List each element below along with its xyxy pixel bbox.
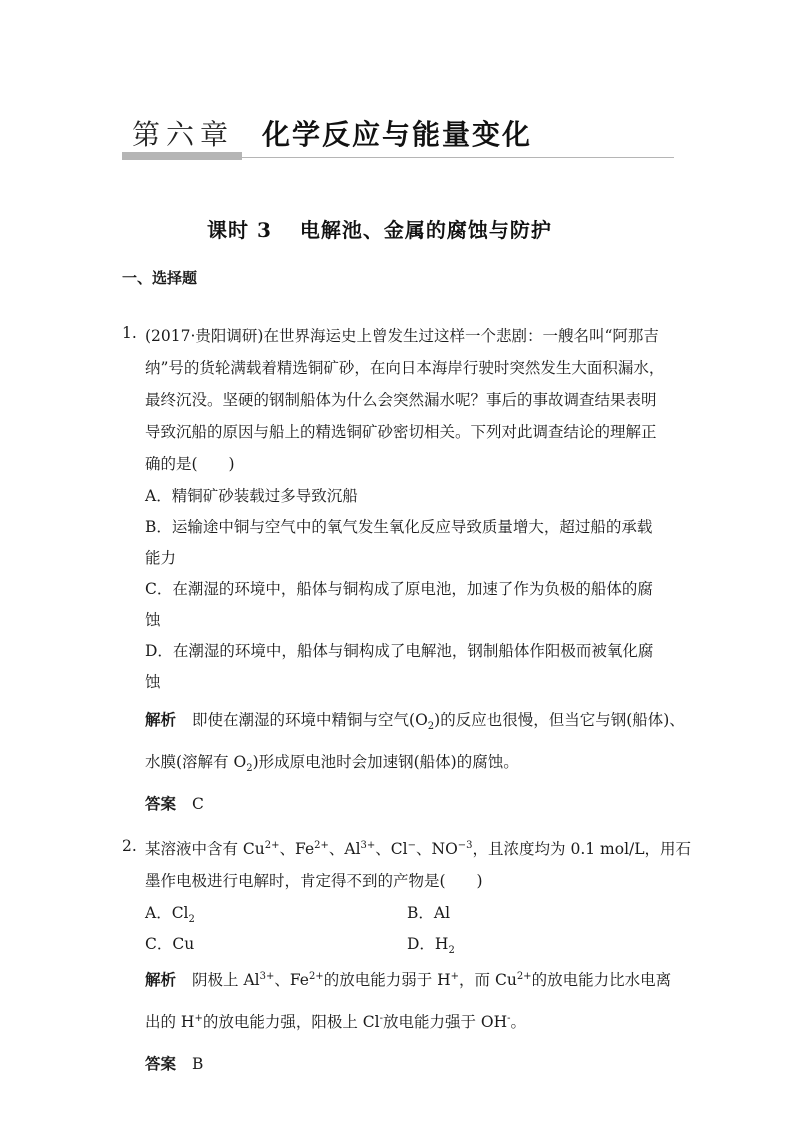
question-1-option-d-cont: 蚀 (145, 673, 161, 691)
question-1-option-c-cont: 蚀 (145, 611, 161, 629)
header-rule-thick (122, 152, 242, 160)
stem-text: 某溶液中含有 Cu (145, 840, 265, 858)
analysis-text: 出的 H (145, 1013, 195, 1031)
superscript: 2+ (308, 970, 324, 982)
superscript: + (450, 970, 460, 982)
analysis-text: )形成原电池时会加速钢(船体)的腐蚀。 (252, 753, 519, 771)
subscript: 2 (246, 763, 253, 775)
question-1-stem-line: 确的是( ) (145, 455, 235, 473)
analysis-text: 阴极上 Al (192, 971, 260, 989)
analysis-text: 。 (510, 1013, 527, 1031)
question-1-stem-line: 最终沉没。坚硬的钢制船体为什么会突然漏水呢？事后的事故调查结果表明 (145, 391, 657, 409)
header-rule-thin (242, 157, 674, 158)
question-1-option-b: B．运输途中铜与空气中的氧气发生氧化反应导致质量增大，超过船的承载 (145, 518, 653, 536)
question-1-stem-line: (2017·贵阳调研)在世界海运史上曾发生过这样一个悲剧：一艘名叫“阿那吉 (145, 327, 659, 345)
superscript: 2+ (516, 970, 532, 982)
question-1-number: 1. (122, 324, 137, 342)
answer-value: C (192, 795, 204, 813)
question-1-answer (145, 792, 204, 814)
analysis-text: 即使在潮湿的环境中精铜与空气(O (192, 711, 428, 729)
question-1-option-a: A．精铜矿砂装载过多导致沉船 (145, 487, 358, 505)
superscript: + (194, 1012, 203, 1024)
option-text: D．H (407, 935, 449, 953)
analysis-text: )的反应也很慢，但当它与钢(船体)、 (434, 711, 685, 729)
subscript: 2 (427, 721, 435, 733)
superscript: 2+ (314, 839, 329, 851)
analysis-label: 解析 (145, 971, 177, 989)
superscript: −3 (457, 839, 473, 851)
lesson-prefix: 课时 (207, 218, 249, 242)
stem-text: 、Al (328, 840, 361, 858)
stem-text: 、Fe (279, 840, 315, 858)
subscript: 2 (188, 914, 195, 926)
question-1-stem-line: 导致沉船的原因与船上的精选铜矿砂密切相关。下列对此调查结论的理解正 (145, 423, 657, 441)
stem-text: 、NO (416, 840, 458, 858)
question-2-answer (145, 1052, 203, 1074)
question-2-number: 2. (122, 837, 137, 855)
question-2-stem-line (145, 837, 691, 859)
question-1-option-b-cont: 能力 (145, 549, 177, 567)
question-1-option-c: C．在潮湿的环境中，船体与铜构成了原电池，加速了作为负极的船体的腐 (145, 580, 653, 598)
question-2-analysis (145, 968, 671, 990)
superscript: 3+ (259, 970, 275, 982)
lesson-title (207, 214, 552, 243)
question-1-analysis-line2 (145, 750, 519, 774)
superscript: - (379, 1012, 383, 1024)
question-1-analysis (145, 708, 685, 732)
question-2-stem-line: 墨作电极进行电解时，肯定得不到的产物是( ) (145, 872, 483, 890)
question-2-option-c: C．Cu (145, 935, 195, 953)
superscript: − (407, 839, 416, 851)
analysis-text: 水膜(溶解有 O (145, 753, 247, 771)
question-1-option-d: D．在潮湿的环境中，船体与铜构成了电解池，钢制船体作阳极而被氧化腐 (145, 642, 654, 660)
superscript: 3+ (360, 839, 376, 851)
chapter-title: 化学反应与能量变化 (262, 118, 533, 151)
question-1-stem-line: 纳”号的货轮满载着精选铜矿砂，在向日本海岸行驶时突然发生大面积漏水， (145, 359, 665, 377)
answer-label: 答案 (145, 1055, 177, 1073)
analysis-text: ，而 Cu (459, 971, 517, 989)
stem-text: 、Cl (375, 840, 408, 858)
analysis-text: 、Fe (274, 971, 309, 989)
analysis-text: 放电能力强于 OH (382, 1013, 508, 1031)
analysis-text: 的放电能力弱于 H (323, 971, 451, 989)
question-2-option-d (407, 932, 455, 956)
question-2-option-b: B．Al (407, 904, 451, 922)
chapter-number: 第六章 (132, 118, 235, 151)
option-text: A．Cl (145, 904, 189, 922)
superscript: - (507, 1012, 511, 1024)
analysis-text: 的放电能力强，阳极上 Cl (202, 1013, 380, 1031)
question-2-analysis-line2 (145, 1010, 526, 1032)
analysis-label: 解析 (145, 711, 177, 729)
lesson-name: 电解池、金属的腐蚀与防护 (299, 218, 552, 242)
answer-label: 答案 (145, 795, 177, 813)
superscript: 2+ (264, 839, 280, 851)
analysis-text: 的放电能力比水电离 (531, 971, 672, 989)
lesson-number: 3 (257, 218, 272, 242)
question-2-option-a (145, 901, 195, 925)
subscript: 2 (448, 945, 455, 957)
answer-value: B (192, 1055, 204, 1073)
section-title: 一、选择题 (122, 269, 198, 287)
stem-text: ，且浓度均为 0.1 mol/L，用石 (472, 840, 692, 858)
